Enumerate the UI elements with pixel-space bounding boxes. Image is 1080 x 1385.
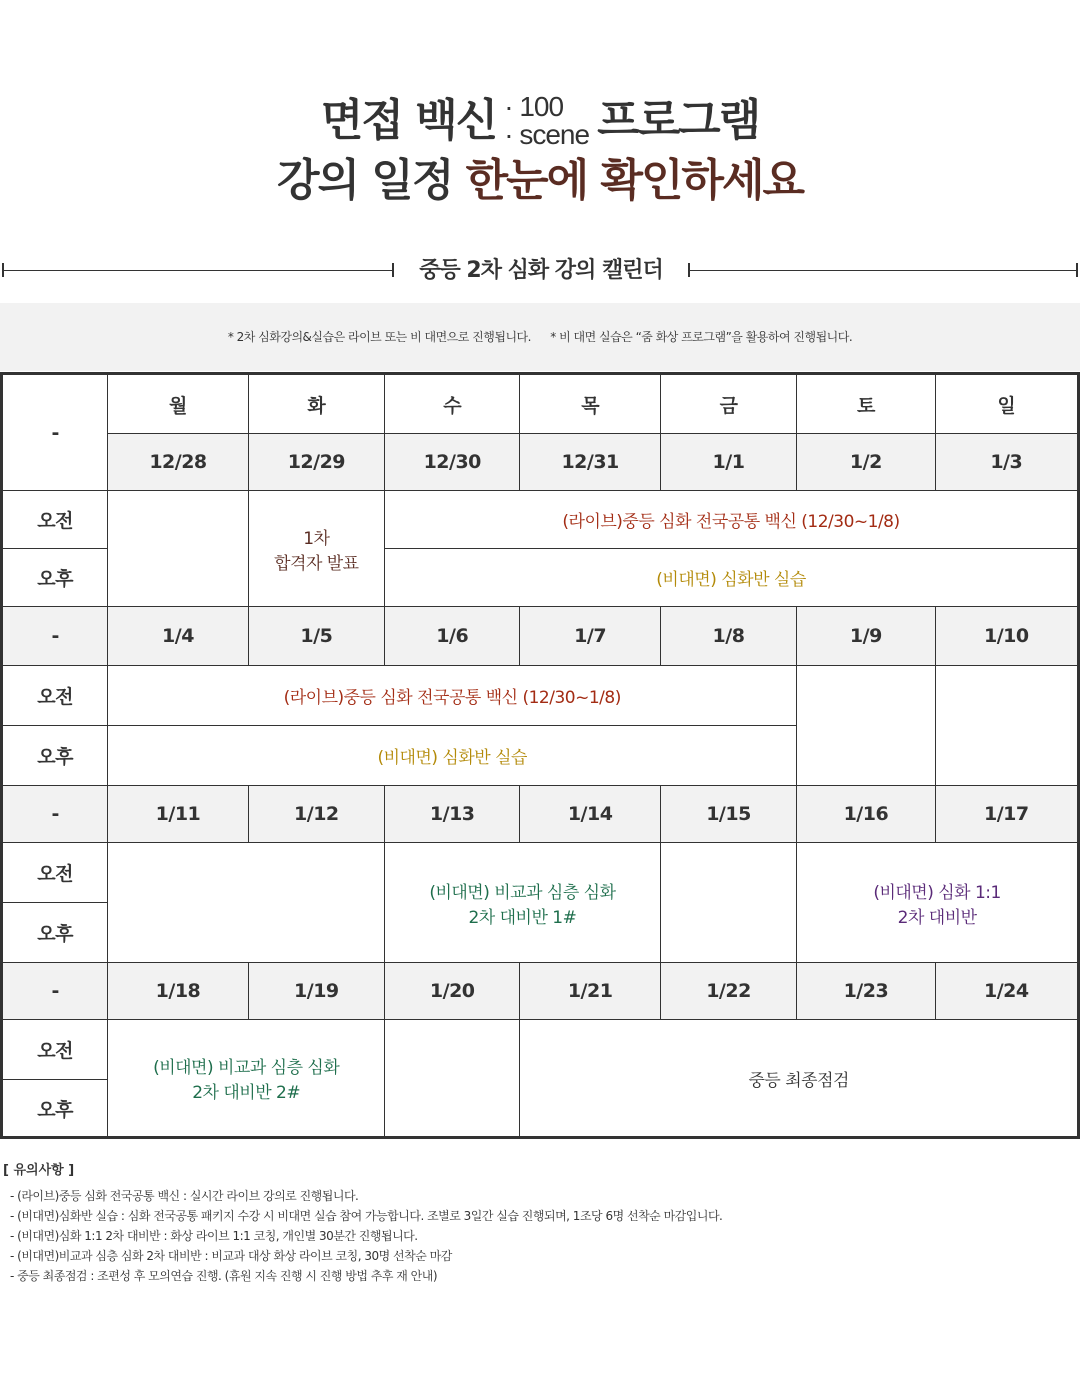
notice-1: * 2차 심화강의&실습은 라이브 또는 비 대면으로 진행됩니다.: [227, 330, 531, 344]
date-cell: 1/17: [935, 786, 1078, 843]
section-title: 중등 2차 심화 강의 캘린더: [419, 258, 663, 283]
headline-100: · 100: [504, 91, 564, 122]
headline-100scene: [504, 93, 589, 149]
date-cell: 1/2: [797, 434, 935, 491]
date-cell: 1/14: [520, 786, 660, 843]
one-on-one-line1: (비대면) 심화 1:1: [873, 882, 1001, 903]
announce-cell: [248, 491, 384, 607]
empty-cell: [108, 491, 248, 607]
date-cell: 1/4: [108, 607, 248, 666]
date-cell: 12/28: [108, 434, 248, 491]
live-vaccine-event: (라이브)중등 심화 전국공통 백신 (12/30~1/8): [108, 666, 797, 726]
headline-scene: · scene: [504, 119, 590, 150]
am-label: 오전: [2, 843, 108, 903]
date-row-week1: [2, 434, 1079, 491]
weekday-tue: 화: [248, 374, 384, 434]
announce-line2: 합격자 발표: [274, 553, 359, 574]
am-label: 오전: [2, 491, 108, 549]
empty-cell: [108, 843, 385, 963]
note-item: - (비대면)심화반 실습 : 심화 전국공통 패키지 수강 시 비대면 실습 참여 가능합니다. 조별로 3일간 실습 진행되며, 1조당 6명 선착순 마감입니다.: [10, 1209, 723, 1223]
date-cell: 1/18: [108, 963, 248, 1020]
notes-list: [0, 1186, 1080, 1286]
notes-section: [0, 1160, 1080, 1286]
headline-line1: [0, 90, 1080, 152]
date-cell: 1/5: [248, 607, 384, 666]
notes-title: [ 유의사항 ]: [3, 1163, 75, 1178]
date-cell: 1/11: [108, 786, 248, 843]
date-cell: 1/21: [520, 963, 660, 1020]
weekday-row: [2, 374, 1079, 434]
date-cell: 1/20: [385, 963, 520, 1020]
date-cell: 1/1: [660, 434, 796, 491]
weekday-fri: 금: [660, 374, 796, 434]
date-row-week2: [2, 607, 1079, 666]
am-label: 오전: [2, 1020, 108, 1080]
pm-label: 오후: [2, 549, 108, 607]
one-on-one-line2: 2차 대비반: [897, 907, 977, 928]
date-cell: 1/24: [935, 963, 1078, 1020]
dash-cell: -: [2, 607, 108, 666]
calendar-table: [0, 372, 1080, 1139]
note-item: - (비대면)비교과 심층 심화 2차 대비반 : 비교과 대상 화상 라이브 코칭, 30명 선착순 마감: [10, 1249, 452, 1263]
weekday-mon: 월: [108, 374, 248, 434]
weekday-sun: 일: [935, 374, 1078, 434]
date-cell: 1/8: [660, 607, 796, 666]
divider-tick-left-end: [2, 263, 4, 277]
deep2-line2: 2차 대비반 2#: [192, 1083, 301, 1103]
date-cell: 1/22: [660, 963, 796, 1020]
practice-event: (비대면) 심화반 실습: [108, 726, 797, 786]
pm-label: 오후: [2, 726, 108, 786]
practice-event: (비대면) 심화반 실습: [385, 549, 1079, 607]
pm-label: 오후: [2, 1080, 108, 1138]
date-cell: 1/9: [797, 607, 935, 666]
note-item: - (비대면)심화 1:1 2차 대비반 : 화상 라이브 1:1 코칭, 개인별 30분간 진행됩니다.: [10, 1229, 418, 1243]
date-cell: 1/3: [935, 434, 1078, 491]
weekday-sat: 토: [797, 374, 935, 434]
section-title-bar: [0, 252, 1080, 290]
notice-2: * 비 대면 실습은 “줌 화상 프로그램”을 활용하여 진행됩니다.: [550, 330, 853, 344]
one-on-one-event: [797, 843, 1079, 963]
headline-program: 프로그램: [597, 95, 760, 146]
date-cell: 1/15: [660, 786, 796, 843]
dash-cell: -: [2, 963, 108, 1020]
am-label: 오전: [2, 666, 108, 726]
date-cell: 1/23: [797, 963, 935, 1020]
deep-course-2-event: [108, 1020, 385, 1138]
deep1-line2: 2차 대비반 1#: [468, 907, 577, 928]
am-row-week3: [2, 843, 1079, 903]
date-cell: 1/12: [248, 786, 384, 843]
empty-cell: [385, 1020, 520, 1138]
divider-left: [2, 270, 394, 271]
date-cell: 1/7: [520, 607, 660, 666]
date-cell: 12/30: [385, 434, 520, 491]
deep-course-1-event: [385, 843, 661, 963]
am-row-week1: [2, 491, 1079, 549]
headline-vaccine: 면접 백신: [320, 95, 497, 146]
date-cell: 1/6: [385, 607, 520, 666]
headline-accent: 한눈에 확인하세요: [465, 155, 804, 206]
note-item: - 중등 최종점검 : 조편성 후 모의연습 진행. (휴원 지속 진행 시 진행 방법 추후 재 안내): [10, 1269, 438, 1283]
corner-cell: -: [2, 374, 108, 491]
pm-label: 오후: [2, 903, 108, 963]
divider-right: [688, 270, 1078, 271]
date-cell: 12/29: [248, 434, 384, 491]
note-item: - (라이브)중등 심화 전국공통 백신 : 실시간 라이브 강의로 진행됩니다.: [10, 1189, 359, 1203]
dash-cell: -: [2, 786, 108, 843]
live-vaccine-event: (라이브)중등 심화 전국공통 백신 (12/30~1/8): [385, 491, 1079, 549]
am-row-week2: [2, 666, 1079, 726]
date-cell: 12/31: [520, 434, 660, 491]
empty-cell: [797, 666, 935, 786]
date-row-week3: [2, 786, 1079, 843]
deep2-line1: (비대면) 비교과 심층 심화: [153, 1058, 340, 1078]
notice-bar: [0, 303, 1080, 371]
deep1-line1: (비대면) 비교과 심층 심화: [429, 882, 616, 903]
date-row-week4: [2, 963, 1079, 1020]
date-cell: 1/13: [385, 786, 520, 843]
headline-schedule: 강의 일정: [276, 155, 453, 206]
am-row-week4: [2, 1020, 1079, 1080]
final-check-event: 중등 최종점검: [520, 1020, 1079, 1138]
empty-cell: [660, 843, 796, 963]
divider-tick-right-end: [1076, 263, 1078, 277]
headline-line2: [0, 152, 1080, 210]
date-cell: 1/19: [248, 963, 384, 1020]
announce-line1: 1차: [303, 528, 330, 549]
empty-cell: [935, 666, 1078, 786]
date-cell: 1/16: [797, 786, 935, 843]
weekday-wed: 수: [385, 374, 520, 434]
date-cell: 1/10: [935, 607, 1078, 666]
weekday-thu: 목: [520, 374, 660, 434]
